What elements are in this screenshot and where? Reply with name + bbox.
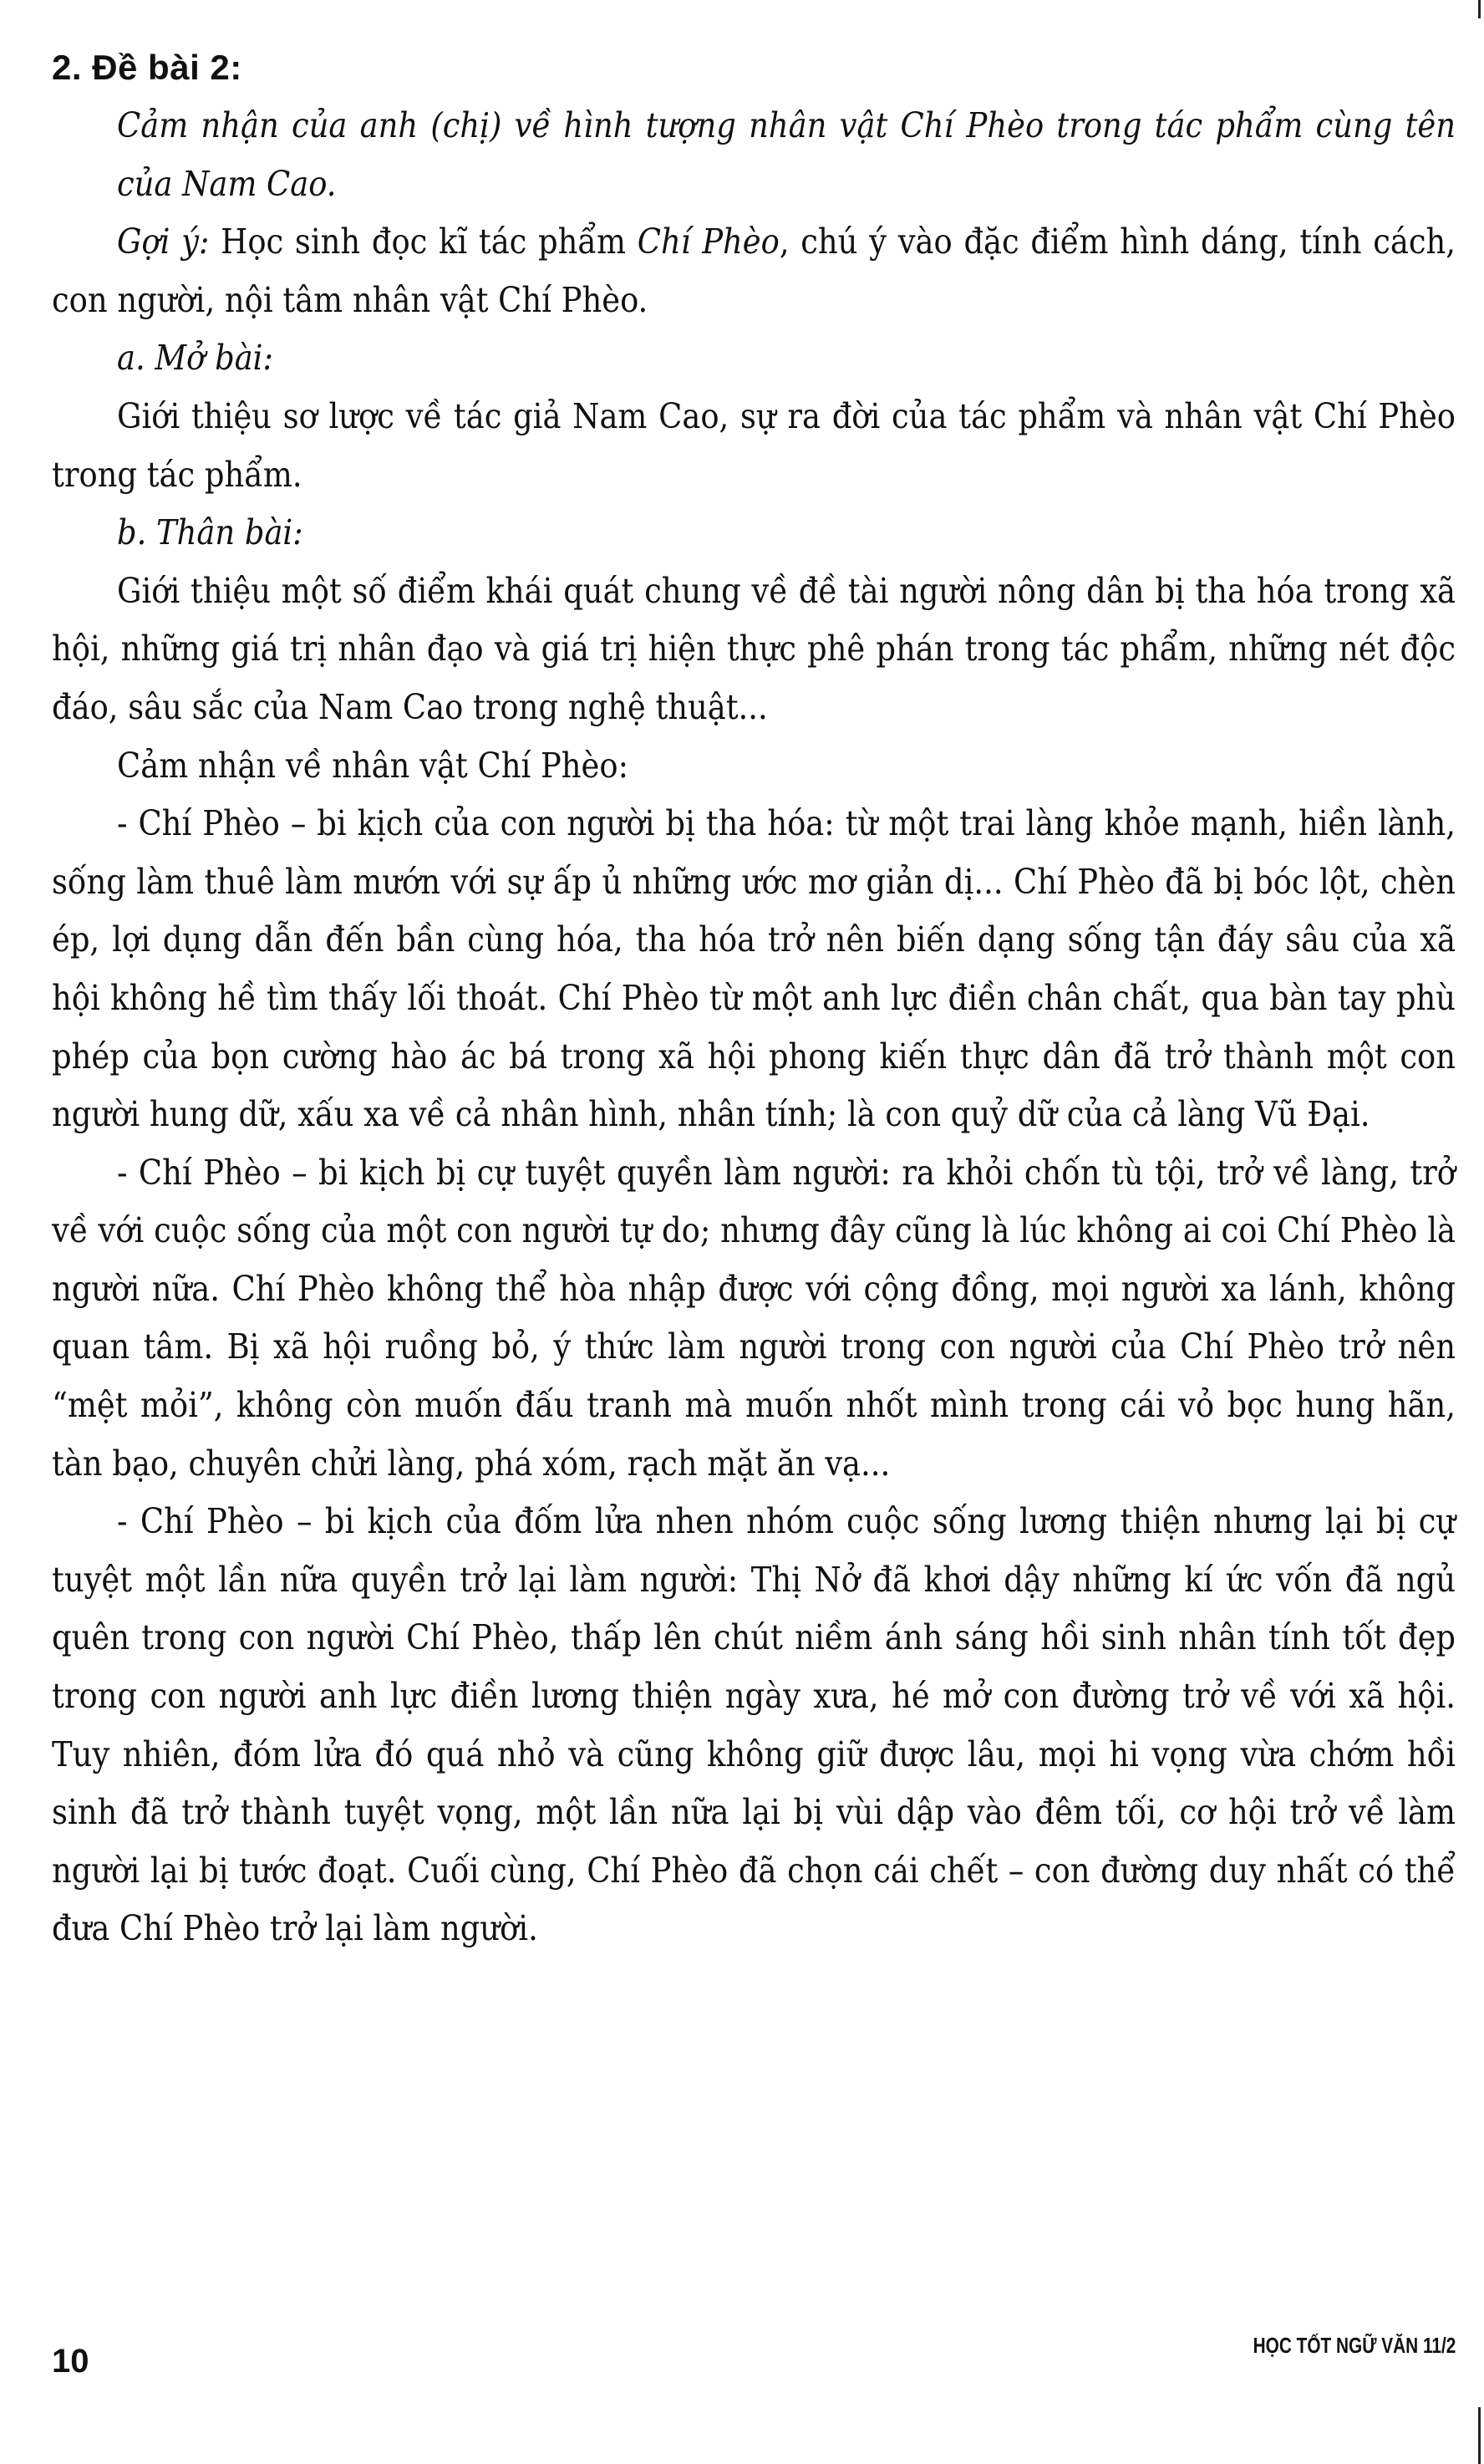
point-3: - Chí Phèo – bi kịch của đốm lửa nhen nhóm cuộc sống lương thiện nhưng lại bị cự tuyệt một lần nữa quyền trở lại làm người: Thị Nở đã khơi dậy những kí ức vốn đã ngủ quên trong con người Chí Phèo, thấp lên chút niềm ánh sáng hồi sinh nhân tính tốt đẹp trong con người anh lực điền lương thiện ngày xưa, hé mở con đường trở về với xã hội. Tuy nhiên, đóm lửa đó quá nhỏ và cũng không giữ được lâu, mọi hi vọng vừa chớm hồi sinh đã trở thành tuyệt vọng, một lần nữa lại bị vùi dập vào đêm tối, cơ hội trở về làm người lại bị tước đoạt. Cuối cùng, Chí Phèo đã chọn cái chết – con đường duy nhất có thể đưa Chí Phèo trở lại làm người. <box>52 1501 1456 1949</box>
point-2: - Chí Phèo – bi kịch bị cự tuyệt quyền làm người: ra khỏi chốn tù tội, trở về làng, trở về với cuộc sống của một con người tự do; nhưng đây cũng là lúc không ai coi Chí Phèo là người nữa. Chí Phèo không thể hòa nhập được với cộng đồng, mọi người xa lánh, không quan tâm. Bị xã hội ruồng bỏ, ý thức làm người trong con người của Chí Phèo trở nên “mệt mỏi”, không còn muốn đấu tranh mà muốn nhốt mình trong cái vỏ bọc hung hãn, tàn bạo, chuyên chửi làng, phá xóm, rạch mặt ăn vạ... <box>52 1152 1456 1484</box>
point-1: - Chí Phèo – bi kịch của con người bị tha hóa: từ một trai làng khỏe mạnh, hiền lành, sống làm thuê làm mướn với sự ấp ủ những ước mơ giản dị... Chí Phèo đã bị bóc lột, chèn ép, lợi dụng dẫn đến bần cùng hóa, tha hóa trở nên biến dạng sống tận đáy sâu của xã hội không hề tìm thấy lối thoát. Chí Phèo từ một anh lực điền chân chất, qua bàn tay phù phép của bọn cường hào ác bá trong xã hội phong kiến thực dân đã trở thành một con người hung dữ, xấu xa về cả nhân hình, nhân tính; là con quỷ dữ của cả làng Vũ Đại. <box>52 803 1456 1135</box>
document-page <box>52 38 1456 1958</box>
hint-label: Gợi ý: <box>117 221 210 262</box>
part-b-text: Giới thiệu một số điểm khái quát chung về đề tài người nông dân bị tha hóa trong xã hội, những giá trị nhân đạo và giá trị hiện thực phê phán trong tác phẩm, những nét độc đáo, sâu sắc của Nam Cao trong nghệ thuật... <box>52 570 1456 727</box>
page-number: 10 <box>52 2343 89 2380</box>
part-b-label: b. Thân bài: <box>117 512 303 553</box>
hint-paragraph <box>52 213 1456 329</box>
essay-prompt: Cảm nhận của anh (chị) về hình tượng nhân vật Chí Phèo trong tác phẩm cùng tên của Nam Cao. <box>117 105 1456 204</box>
book-title: HỌC TỐT NGỮ VĂN 11/2 <box>1253 2333 1456 2358</box>
hint-text-1: Học sinh đọc kĩ tác phẩm <box>209 221 638 262</box>
part-a-label: a. Mở bài: <box>117 338 273 379</box>
page-footer <box>52 2328 1456 2395</box>
part-a-text: Giới thiệu sơ lược về tác giả Nam Cao, sự ra đời của tác phẩm và nhân vật Chí Phèo trong tác phẩm. <box>52 395 1456 495</box>
page-edge-top <box>1478 0 1481 18</box>
section-heading: 2. Đề bài 2: <box>52 48 242 87</box>
hint-text-2: , chú ý vào đặc điểm hình dáng, tính cách, con người, nội tâm nhân vật Chí Phèo. <box>52 221 1456 320</box>
hint-work-title: Chí Phèo <box>637 221 780 262</box>
page-edge-bottom <box>1478 2407 1481 2464</box>
feelings-intro: Cảm nhận về nhân vật Chí Phèo: <box>117 745 628 786</box>
